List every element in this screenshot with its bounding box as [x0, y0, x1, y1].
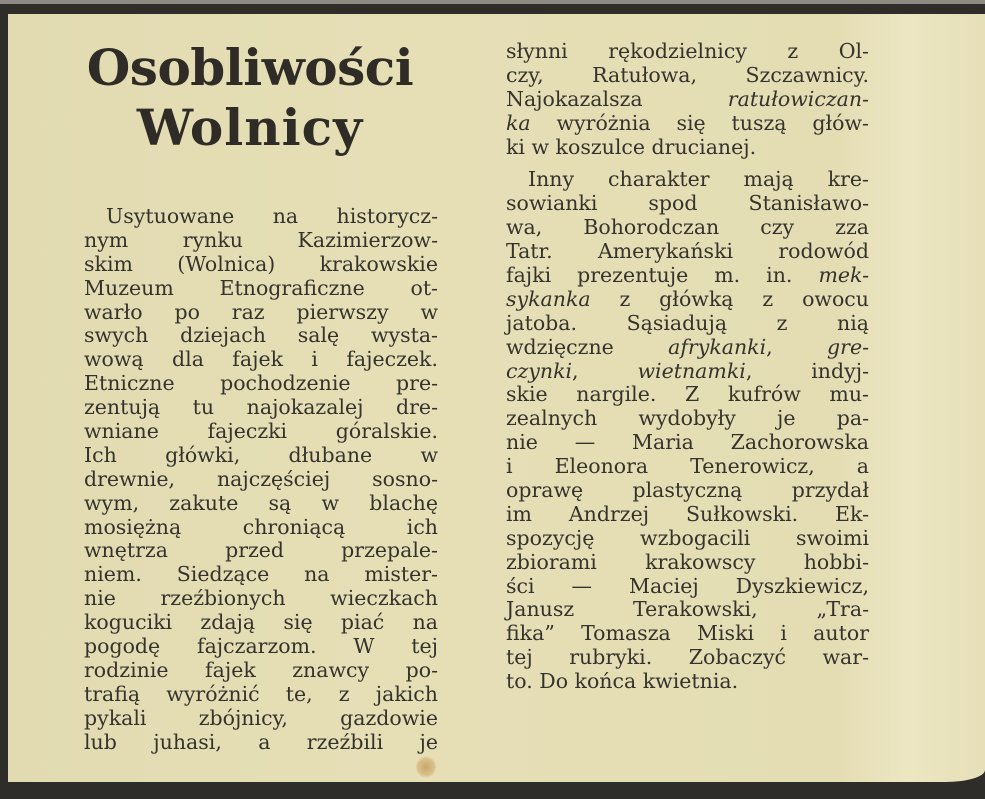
text-line: skie nargile. Z kufrów mu- — [506, 382, 869, 407]
text-line: tej rubryki. Zobaczyć war- — [506, 645, 869, 670]
text-line: wniane fajeczki góralskie. — [84, 419, 438, 444]
text-line: czy, Ratułowa, Szczawnicy. — [506, 62, 869, 87]
article-column-left — [84, 205, 438, 754]
article-headline — [60, 38, 440, 158]
paper-stain — [416, 756, 436, 778]
text-line: nym rynku Kazimierzow- — [84, 227, 438, 252]
text-line: ści — Maciej Dyszkiewicz, — [506, 573, 869, 598]
text-line: sowianki spod Stanisławo- — [506, 191, 869, 216]
text-line: to. Do końca kwietnia. — [506, 669, 739, 694]
text-line: spozycję wzbogacili swoimi — [506, 525, 869, 550]
text-line: Usytuowane na historycz- — [106, 204, 438, 228]
text-line: i Eleonora Tenerowicz, a — [506, 454, 869, 479]
text-line: pykali zbójnicy, gazdowie — [84, 705, 438, 730]
text-line: oprawę plastyczną przydał — [506, 478, 869, 503]
text-line: jatoba. Sąsiadują z nią — [506, 310, 869, 335]
text-line: fika” Tomasza Miski i autor — [506, 621, 869, 646]
text-line: Najokazalsza ratułowiczan- — [506, 86, 869, 111]
text-line: pogodę fajczarzom. W tej — [84, 634, 438, 659]
text-line: fajki prezentuje m. in. mek- — [506, 263, 869, 288]
text-line: swych dziejach salę wysta- — [84, 323, 438, 348]
text-line: wową dla fajek i fajeczek. — [84, 347, 438, 372]
text-line: wnętrza przed przepale- — [84, 538, 438, 563]
text-line: ka wyróżnia się tuszą głów- — [506, 110, 869, 135]
text-line: drewnie, najczęściej sosno- — [84, 466, 438, 491]
text-line: skim (Wolnica) krakowskie — [84, 251, 438, 276]
text-line: sykanka z główką z owocu — [506, 286, 869, 311]
text-line: zealnych wydobyły je pa- — [506, 406, 869, 431]
text-line: słynni rękodzielnicy z Ol- — [506, 39, 869, 63]
text-line: trafią wyróżnić te, z jakich — [84, 681, 438, 706]
text-line: Ich główki, dłubane w — [84, 442, 438, 467]
text-line: nie — Maria Zachorowska — [506, 430, 869, 455]
text-line: Janusz Terakowski, „Tra- — [506, 597, 869, 622]
text-line: mosiężną chroniącą ich — [84, 514, 438, 539]
text-line: niem. Siedzące na mister- — [84, 562, 438, 587]
text-line: nie rzeźbionych wieczkach — [84, 586, 438, 611]
text-line: ki w koszulce drucianej. — [506, 134, 757, 159]
article-column-right — [506, 40, 869, 694]
text-line: zbiorami krakowscy hobbi- — [506, 549, 869, 574]
top-edge — [0, 0, 985, 4]
text-line: Inny charakter mają kre- — [528, 167, 869, 192]
text-line: wym, zakute są w blachę — [84, 490, 438, 515]
headline-line-1: Osobliwości — [86, 38, 414, 97]
text-line: warło po raz pierwszy w — [84, 299, 438, 324]
text-line: lub juhasi, a rzeźbili je — [84, 729, 438, 754]
text-line: koguciki zdają się piać na — [84, 610, 438, 635]
text-line: wa, Bohorodczan czy zza — [506, 215, 869, 240]
text-line: im Andrzej Sułkowski. Ek- — [506, 501, 869, 526]
headline-line-2: Wolnicy — [136, 98, 364, 157]
text-line: Etniczne pochodzenie pre- — [84, 371, 438, 396]
text-line: Tatr. Amerykański rodowód — [506, 239, 869, 264]
text-line: zentują tu najokazalej dre- — [84, 395, 438, 420]
text-line: Muzeum Etnograficzne ot- — [84, 275, 438, 300]
text-line: rodzinie fajek znawcy po- — [84, 657, 438, 682]
text-line: czynki, wietnamki, indyj- — [506, 358, 869, 383]
text-line: wdzięczne afrykanki, gre- — [506, 334, 869, 359]
